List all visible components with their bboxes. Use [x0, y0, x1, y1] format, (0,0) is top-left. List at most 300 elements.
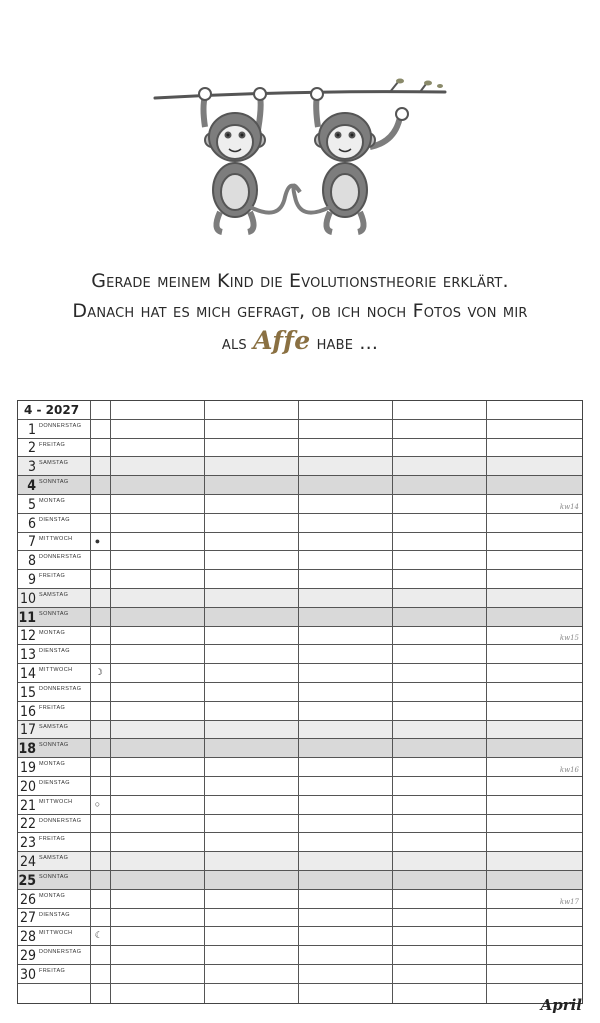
table-row [18, 927, 582, 946]
entry-cell[interactable] [111, 495, 205, 513]
person-column-header-2[interactable] [205, 401, 299, 419]
entry-cell[interactable] [393, 758, 487, 776]
moon-phase-cell [91, 514, 111, 532]
date-cell [18, 533, 91, 551]
moon-phase-cell [91, 645, 111, 663]
entry-cell[interactable] [299, 533, 393, 551]
date-cell [18, 683, 91, 701]
entry-cell[interactable] [487, 533, 582, 551]
entry-cell[interactable] [393, 890, 487, 908]
entry-cell[interactable] [299, 514, 393, 532]
day-rows [18, 420, 582, 1003]
day-number: 3 [27, 459, 36, 476]
entry-cell[interactable] [111, 777, 205, 795]
entry-cell[interactable] [299, 439, 393, 457]
empty-cell [299, 984, 393, 1003]
entry-cell[interactable] [111, 608, 205, 626]
day-number: 4 [27, 477, 36, 494]
entry-cell[interactable] [111, 551, 205, 569]
entry-cell[interactable] [487, 777, 582, 795]
monkeys-illustration-icon [150, 72, 450, 247]
day-name: FREITAG [39, 836, 66, 843]
date-cell [18, 645, 91, 663]
entry-cell[interactable] [299, 420, 393, 438]
quote-highlight-word: Affe [253, 326, 311, 355]
day-number: 29 [19, 947, 36, 964]
moon-phase-cell [91, 551, 111, 569]
day-name: MONTAG [39, 761, 66, 768]
table-row [18, 739, 582, 758]
day-number: 27 [19, 910, 36, 927]
entry-cell[interactable] [393, 871, 487, 889]
day-number: 2 [27, 440, 36, 457]
entry-cell[interactable] [111, 815, 205, 833]
entry-cell[interactable] [393, 551, 487, 569]
entry-cell[interactable] [205, 739, 299, 757]
entry-cell[interactable] [393, 457, 487, 475]
entry-cell[interactable] [205, 702, 299, 720]
entry-cell[interactable] [487, 683, 582, 701]
entry-cell[interactable] [299, 570, 393, 588]
table-row [18, 758, 582, 777]
entry-cell[interactable] [487, 420, 582, 438]
month-calendar-grid [17, 400, 583, 1004]
entry-cell[interactable] [393, 927, 487, 945]
entry-cell[interactable] [205, 495, 299, 513]
entry-cell[interactable] [205, 890, 299, 908]
day-name: SONNTAG [39, 742, 69, 749]
date-cell [18, 796, 91, 814]
entry-cell[interactable] [299, 476, 393, 494]
entry-cell[interactable] [205, 589, 299, 607]
entry-cell[interactable] [205, 721, 299, 739]
entry-cell[interactable] [111, 420, 205, 438]
entry-cell[interactable] [299, 739, 393, 757]
entry-cell[interactable] [205, 514, 299, 532]
entry-cell[interactable] [487, 890, 582, 908]
entry-cell[interactable] [111, 702, 205, 720]
calendar-week-label: kw15 [559, 634, 580, 643]
entry-cell[interactable] [393, 852, 487, 870]
day-name: FREITAG [39, 967, 66, 974]
month-year-title: 4 - 2027 [24, 402, 80, 417]
entry-cell[interactable] [111, 965, 205, 983]
entry-cell[interactable] [111, 683, 205, 701]
day-name: DONNERSTAG [39, 685, 82, 692]
day-number: 22 [19, 816, 36, 833]
entry-cell[interactable] [299, 852, 393, 870]
entry-cell[interactable] [487, 664, 582, 682]
entry-cell[interactable] [111, 833, 205, 851]
day-number: 1 [27, 421, 36, 438]
entry-cell[interactable] [393, 909, 487, 927]
entry-cell[interactable] [299, 702, 393, 720]
entry-cell[interactable] [393, 514, 487, 532]
person-column-header-1[interactable] [111, 401, 205, 419]
entry-cell[interactable] [205, 777, 299, 795]
table-row [18, 457, 582, 476]
day-name: SONNTAG [39, 479, 69, 486]
day-number: 5 [27, 496, 36, 513]
entry-cell[interactable] [111, 909, 205, 927]
entry-cell[interactable] [393, 833, 487, 851]
moon-phase-cell [91, 758, 111, 776]
entry-cell[interactable] [205, 909, 299, 927]
date-cell [18, 420, 91, 438]
entry-cell[interactable] [205, 420, 299, 438]
day-number: 20 [19, 778, 36, 795]
entry-cell[interactable] [393, 495, 487, 513]
entry-cell[interactable] [111, 439, 205, 457]
empty-cell [111, 984, 205, 1003]
moon-phase-cell [91, 683, 111, 701]
entry-cell[interactable] [299, 871, 393, 889]
day-number: 28 [19, 929, 36, 946]
entry-cell[interactable] [487, 439, 582, 457]
quote-line-3-before: als [221, 332, 247, 354]
quote-line-3-after: habe ... [316, 332, 379, 354]
table-row [18, 702, 582, 721]
entry-cell[interactable] [111, 570, 205, 588]
date-cell [18, 495, 91, 513]
date-cell [18, 777, 91, 795]
table-row [18, 777, 582, 796]
month-label: April [540, 996, 582, 1014]
day-number: 16 [19, 703, 36, 720]
calendar-week-label: kw17 [559, 897, 580, 906]
day-name: DIENSTAG [39, 779, 70, 786]
date-cell [18, 664, 91, 682]
entry-cell[interactable] [393, 570, 487, 588]
entry-cell[interactable] [299, 608, 393, 626]
day-name: FREITAG [39, 573, 66, 580]
calendar-week-label: kw14 [559, 502, 580, 511]
entry-cell[interactable] [111, 589, 205, 607]
entry-cell[interactable] [299, 833, 393, 851]
day-number: 12 [19, 628, 36, 645]
day-number: 10 [19, 590, 36, 607]
day-number: 11 [18, 609, 36, 626]
date-cell [18, 909, 91, 927]
entry-cell[interactable] [487, 871, 582, 889]
date-cell [18, 702, 91, 720]
entry-cell[interactable] [393, 965, 487, 983]
date-cell [18, 833, 91, 851]
entry-cell[interactable] [393, 702, 487, 720]
table-row [18, 890, 582, 909]
entry-cell[interactable] [111, 946, 205, 964]
table-row [18, 984, 582, 1003]
entry-cell[interactable] [487, 551, 582, 569]
entry-cell[interactable] [299, 777, 393, 795]
day-number: 13 [19, 647, 36, 664]
day-number: 26 [19, 891, 36, 908]
entry-cell[interactable] [205, 570, 299, 588]
moon-phase-cell [91, 796, 111, 814]
entry-cell[interactable] [205, 476, 299, 494]
day-number: 6 [27, 515, 36, 532]
table-row [18, 965, 582, 984]
entry-cell[interactable] [111, 476, 205, 494]
date-cell [18, 739, 91, 757]
day-name: DIENSTAG [39, 911, 70, 918]
table-row [18, 871, 582, 890]
table-row [18, 570, 582, 589]
entry-cell[interactable] [205, 758, 299, 776]
moon-phase-cell [91, 570, 111, 588]
day-number: 8 [27, 553, 36, 570]
day-number: 25 [18, 872, 36, 889]
entry-cell[interactable] [205, 946, 299, 964]
entry-cell[interactable] [205, 645, 299, 663]
entry-cell[interactable] [487, 589, 582, 607]
table-row [18, 833, 582, 852]
entry-cell[interactable] [487, 909, 582, 927]
entry-cell[interactable] [393, 439, 487, 457]
entry-cell[interactable] [487, 495, 582, 513]
day-name: DONNERSTAG [39, 949, 82, 956]
table-row [18, 627, 582, 646]
entry-cell[interactable] [111, 739, 205, 757]
day-name: MITTWOCH [39, 535, 73, 542]
entry-cell[interactable] [111, 645, 205, 663]
moon-phase-cell [91, 627, 111, 645]
entry-cell[interactable] [205, 871, 299, 889]
table-row [18, 420, 582, 439]
entry-cell[interactable] [299, 645, 393, 663]
entry-cell[interactable] [111, 852, 205, 870]
entry-cell[interactable] [299, 627, 393, 645]
entry-cell[interactable] [111, 871, 205, 889]
table-row [18, 909, 582, 928]
entry-cell[interactable] [487, 608, 582, 626]
entry-cell[interactable] [299, 457, 393, 475]
moon-phase-cell [91, 420, 111, 438]
date-cell [18, 570, 91, 588]
entry-cell[interactable] [393, 721, 487, 739]
table-row [18, 533, 582, 552]
quote-line-1: Gerade meinem Kind die Evolutionstheorie erklärt. [91, 270, 509, 292]
quote-line-2: Danach hat es mich gefragt, ob ich noch Fotos von mir [72, 300, 528, 322]
date-cell [18, 890, 91, 908]
entry-cell[interactable] [299, 890, 393, 908]
entry-cell[interactable] [393, 946, 487, 964]
entry-cell[interactable] [111, 627, 205, 645]
entry-cell[interactable] [487, 833, 582, 851]
calendar-header-row [18, 401, 582, 420]
person-column-header-4[interactable] [393, 401, 487, 419]
day-name: MITTWOCH [39, 667, 73, 674]
entry-cell[interactable] [205, 852, 299, 870]
entry-cell[interactable] [393, 796, 487, 814]
date-cell [18, 589, 91, 607]
date-cell [18, 514, 91, 532]
entry-cell[interactable] [487, 721, 582, 739]
entry-cell[interactable] [393, 815, 487, 833]
entry-cell[interactable] [393, 645, 487, 663]
moon-phase-cell [91, 589, 111, 607]
entry-cell[interactable] [487, 514, 582, 532]
moon-phase-cell [91, 739, 111, 757]
entry-cell[interactable] [299, 965, 393, 983]
date-cell [18, 721, 91, 739]
day-name: DIENSTAG [39, 516, 70, 523]
day-name: DONNERSTAG [39, 554, 82, 561]
entry-cell[interactable] [487, 852, 582, 870]
entry-cell[interactable] [205, 927, 299, 945]
day-name: FREITAG [39, 441, 66, 448]
entry-cell[interactable] [299, 815, 393, 833]
moon-phase-cell [91, 833, 111, 851]
table-row [18, 946, 582, 965]
entry-cell[interactable] [393, 664, 487, 682]
entry-cell[interactable] [393, 683, 487, 701]
moon-phase-cell [91, 457, 111, 475]
entry-cell[interactable] [487, 627, 582, 645]
entry-cell[interactable] [299, 796, 393, 814]
day-name: MONTAG [39, 892, 66, 899]
table-row [18, 514, 582, 533]
day-name: DONNERSTAG [39, 817, 82, 824]
person-column-header-5[interactable] [487, 401, 582, 419]
entry-cell[interactable] [393, 739, 487, 757]
moon-phase-icon: ○ [94, 798, 101, 809]
moon-phase-cell [91, 852, 111, 870]
quote-line-3 [0, 326, 600, 358]
moon-phase-cell [91, 533, 111, 551]
entry-cell[interactable] [299, 551, 393, 569]
entry-cell[interactable] [299, 927, 393, 945]
table-row [18, 664, 582, 683]
entry-cell[interactable] [487, 927, 582, 945]
entry-cell[interactable] [205, 533, 299, 551]
entry-cell[interactable] [487, 457, 582, 475]
entry-cell[interactable] [111, 796, 205, 814]
entry-cell[interactable] [111, 890, 205, 908]
entry-cell[interactable] [393, 420, 487, 438]
moon-phase-cell [91, 946, 111, 964]
date-cell [18, 852, 91, 870]
day-number: 7 [27, 534, 36, 551]
entry-cell[interactable] [205, 627, 299, 645]
calendar-header-date-cell [18, 401, 91, 419]
entry-cell[interactable] [111, 533, 205, 551]
entry-cell[interactable] [393, 476, 487, 494]
entry-cell[interactable] [205, 439, 299, 457]
day-name: SAMSTAG [39, 855, 69, 862]
date-cell [18, 871, 91, 889]
entry-cell[interactable] [487, 702, 582, 720]
table-row [18, 852, 582, 871]
date-cell [18, 608, 91, 626]
entry-cell[interactable] [299, 683, 393, 701]
entry-cell[interactable] [111, 514, 205, 532]
entry-cell[interactable] [205, 965, 299, 983]
day-name: SAMSTAG [39, 460, 69, 467]
entry-cell[interactable] [487, 570, 582, 588]
table-row [18, 815, 582, 834]
moon-phase-cell [91, 909, 111, 927]
table-row [18, 589, 582, 608]
entry-cell[interactable] [393, 777, 487, 795]
table-row [18, 721, 582, 740]
moon-phase-cell [91, 476, 111, 494]
entry-cell[interactable] [487, 758, 582, 776]
entry-cell[interactable] [487, 965, 582, 983]
table-row [18, 439, 582, 458]
table-row [18, 796, 582, 815]
calendar-week-label: kw16 [559, 765, 580, 774]
entry-cell[interactable] [487, 796, 582, 814]
entry-cell[interactable] [393, 589, 487, 607]
entry-cell[interactable] [299, 758, 393, 776]
entry-cell[interactable] [487, 739, 582, 757]
date-cell [18, 627, 91, 645]
entry-cell[interactable] [487, 946, 582, 964]
entry-cell[interactable] [111, 457, 205, 475]
entry-cell[interactable] [393, 608, 487, 626]
day-name: SAMSTAG [39, 723, 69, 730]
table-row [18, 608, 582, 627]
moon-phase-icon: ● [94, 535, 101, 546]
person-column-header-3[interactable] [299, 401, 393, 419]
entry-cell[interactable] [111, 721, 205, 739]
day-number: 14 [19, 665, 36, 682]
moon-phase-cell [91, 890, 111, 908]
entry-cell[interactable] [205, 457, 299, 475]
entry-cell[interactable] [487, 645, 582, 663]
date-cell [18, 946, 91, 964]
entry-cell[interactable] [299, 495, 393, 513]
moon-column-header [91, 401, 111, 419]
day-name: SONNTAG [39, 873, 69, 880]
day-name: FREITAG [39, 704, 66, 711]
moon-phase-cell [91, 664, 111, 682]
entry-cell[interactable] [487, 476, 582, 494]
entry-cell[interactable] [205, 796, 299, 814]
entry-cell[interactable] [299, 909, 393, 927]
table-row [18, 476, 582, 495]
entry-cell[interactable] [111, 664, 205, 682]
date-cell [18, 815, 91, 833]
entry-cell[interactable] [299, 664, 393, 682]
date-cell [18, 439, 91, 457]
entry-cell[interactable] [205, 551, 299, 569]
entry-cell[interactable] [111, 927, 205, 945]
day-name: MONTAG [39, 497, 66, 504]
entry-cell[interactable] [205, 815, 299, 833]
entry-cell[interactable] [299, 721, 393, 739]
day-name: MITTWOCH [39, 798, 73, 805]
day-name: SAMSTAG [39, 591, 69, 598]
date-cell [18, 457, 91, 475]
day-name: SONNTAG [39, 610, 69, 617]
entry-cell[interactable] [299, 946, 393, 964]
moon-phase-cell [91, 439, 111, 457]
entry-cell[interactable] [111, 758, 205, 776]
entry-cell[interactable] [393, 627, 487, 645]
date-cell [18, 927, 91, 945]
entry-cell[interactable] [393, 533, 487, 551]
entry-cell[interactable] [487, 815, 582, 833]
entry-cell[interactable] [299, 589, 393, 607]
entry-cell[interactable] [205, 833, 299, 851]
entry-cell[interactable] [205, 608, 299, 626]
day-number: 18 [18, 741, 36, 758]
entry-cell[interactable] [205, 683, 299, 701]
day-number: 19 [19, 759, 36, 776]
entry-cell[interactable] [205, 664, 299, 682]
